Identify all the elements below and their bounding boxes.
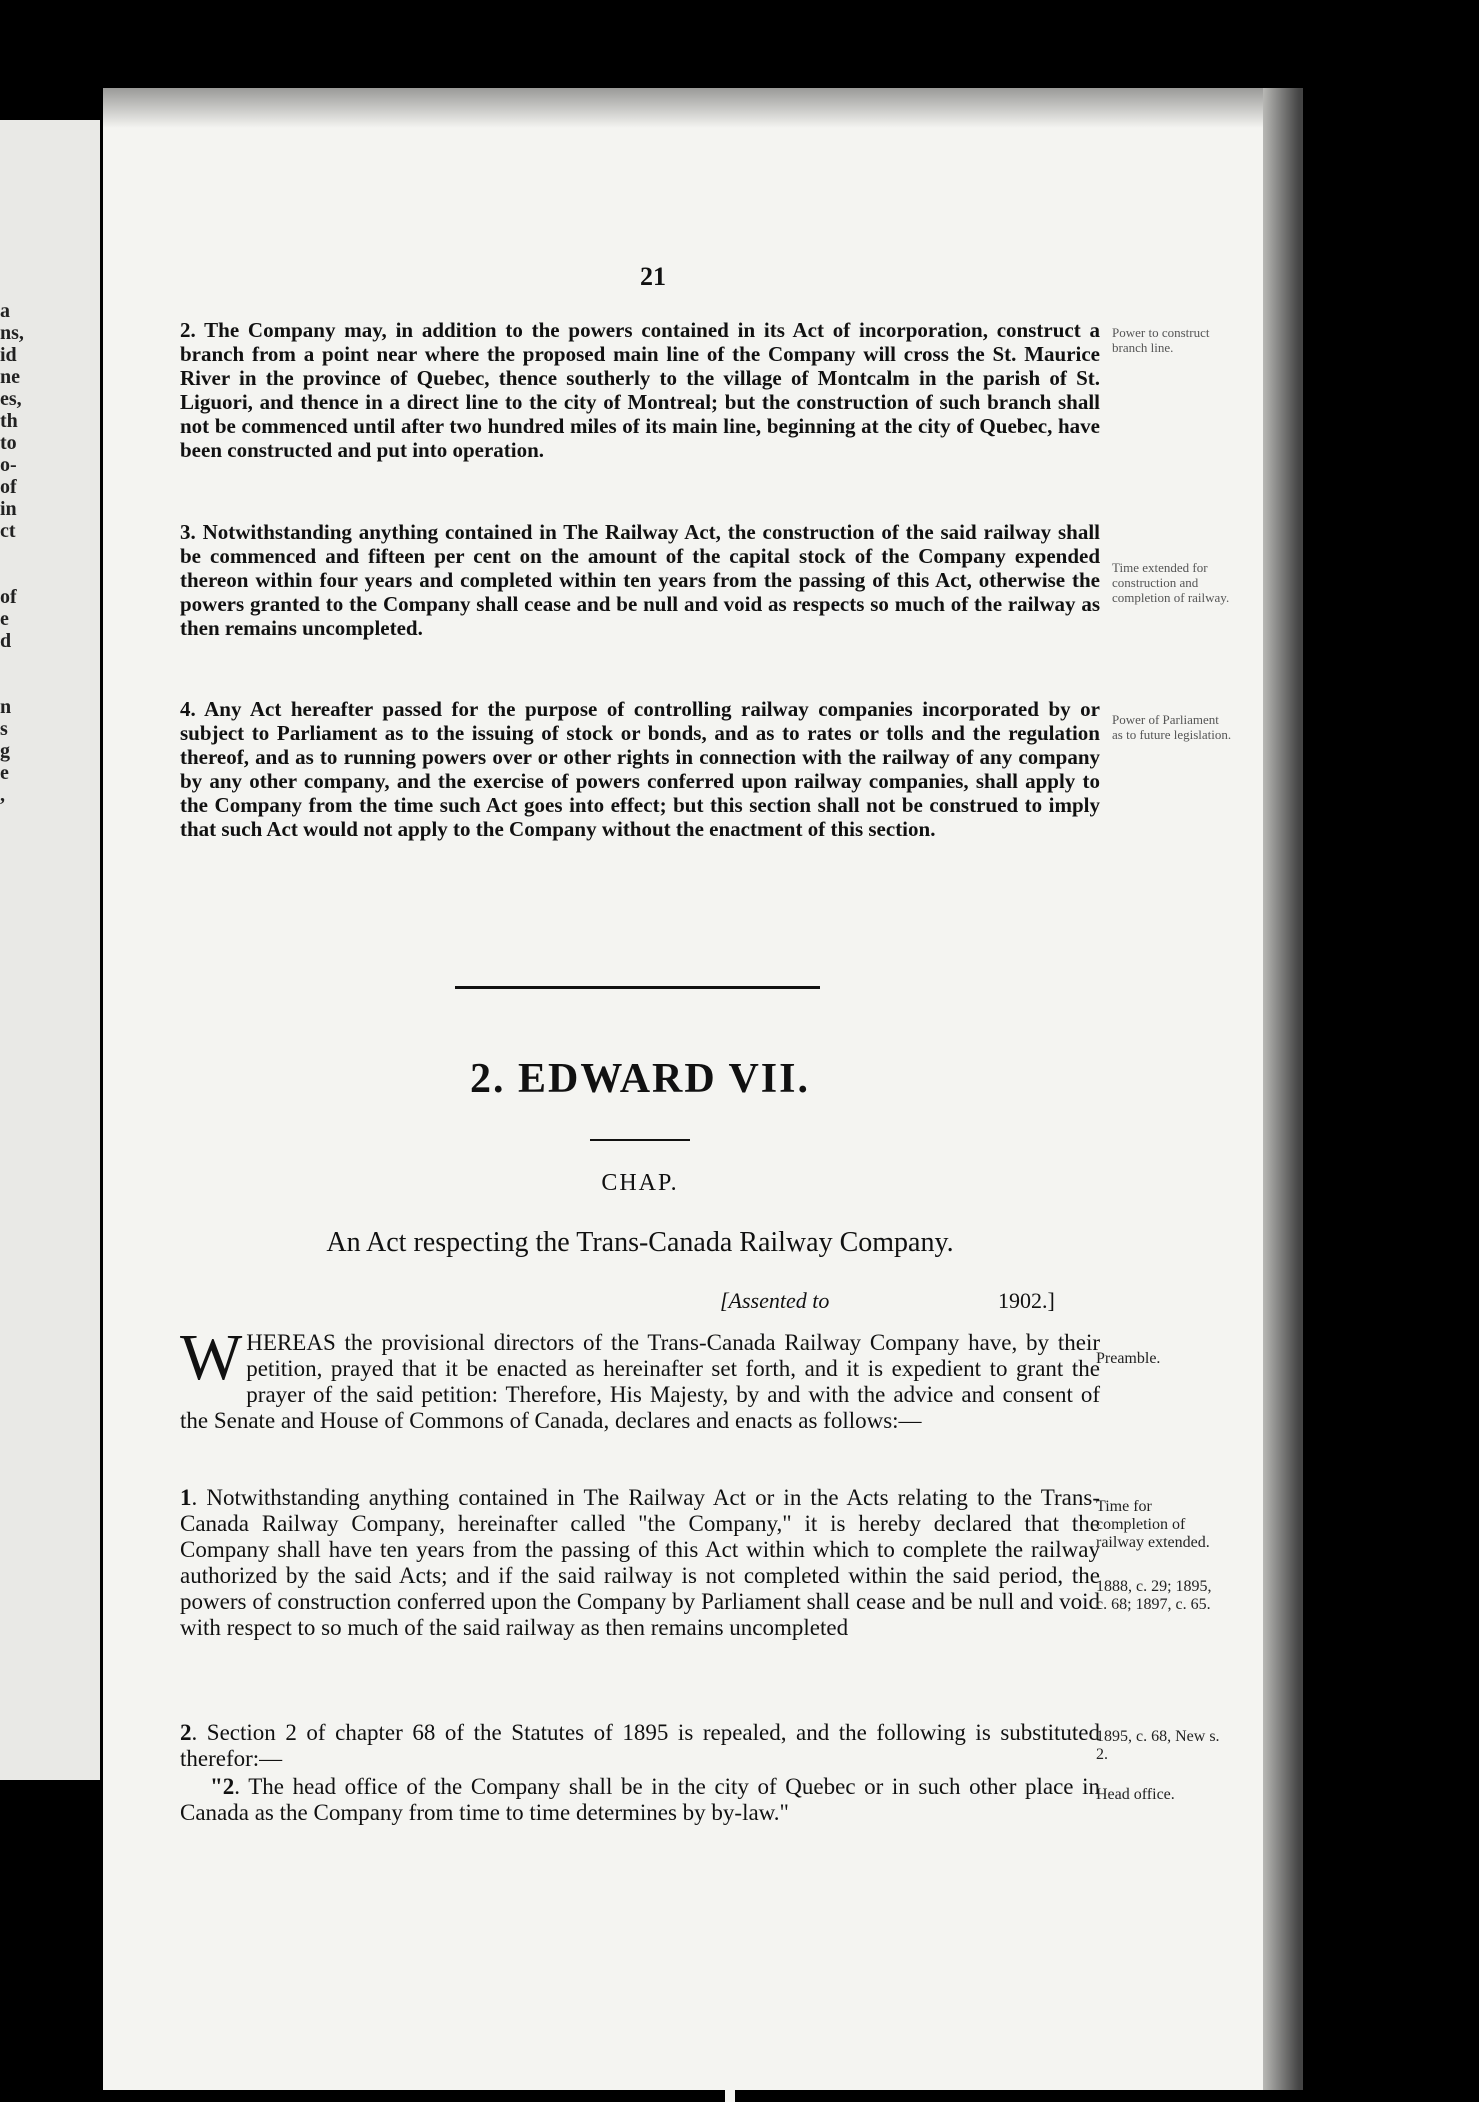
section-text: . The Company may, in addition to the powers contained in its Act of incorporation, construct a branch from a point near where the proposed main line of the Company will cross the St. Maurice River in the province of Quebec, thence southerly to the village of Montcalm in the parish of St. Liguori, and thence in a direct line to the city of Montreal; but the construction of such branch shall not be commenced until after two hundred miles of its main line, beginning at the city of Quebec, have been constructed and put into operation. bbox=[180, 318, 1100, 462]
fragment: ne bbox=[0, 366, 20, 388]
margin-note-statutes: 1888, c. 29; 1895, c. 68; 1897, c. 65. bbox=[1096, 1578, 1212, 1613]
margin-note-parliament: Power of Parliament as to future legislation. bbox=[1112, 712, 1232, 742]
section-text: . Notwithstanding anything contained in The Railway Act, the construction of the said railway shall be commenced and fifteen per cent on the amount of the capital stock of the Company expended thereon within four years and completed within ten years from the passing of this Act, otherwise the powers granted to the Company shall cease and be null and void as respects so much of the railway as then remains uncompleted. bbox=[180, 520, 1100, 640]
chapter-label: CHAP. bbox=[601, 1170, 679, 1196]
section-text: . Notwithstanding anything contained in The Railway Act or in the Acts relating to the Trans-Canada Railway Company, hereinafter called "the Company," it is hereby declared that the Company shall have ten years from the passing of this Act within which to complete the railway authorized by the said Acts; and if the said railway is not completed within the said period, the powers of construction conferred upon the Company by Parliament shall cease and be null and void with respect to so much of the said railway as then remains uncompleted bbox=[180, 1485, 1100, 1640]
page-right-edge bbox=[1263, 88, 1303, 2090]
fragment bbox=[0, 652, 40, 674]
fragment: id bbox=[0, 344, 17, 366]
section-text: . The head office of the Company shall be in the city of Quebec or in such other place in Canada as the Company from time to time determines by by-law." bbox=[180, 1774, 1100, 1825]
fragment: ns, bbox=[0, 322, 24, 344]
page-top-shadow bbox=[103, 88, 1263, 128]
fragment: a bbox=[0, 300, 10, 322]
fragment: to bbox=[0, 432, 17, 454]
assented-label: [Assented to bbox=[720, 1288, 830, 1313]
fragment: d bbox=[0, 630, 12, 652]
short-divider bbox=[590, 1139, 690, 1141]
fragment: ct bbox=[0, 520, 16, 542]
fragment: s bbox=[0, 718, 8, 740]
preamble bbox=[180, 1321, 1100, 1434]
fragment: o- bbox=[0, 454, 17, 476]
section-2-quoted bbox=[180, 1774, 1100, 1826]
section-number: 2 bbox=[180, 318, 191, 342]
fragment: e bbox=[0, 608, 9, 630]
fragment: in bbox=[0, 498, 17, 520]
margin-note-completion: Time for completion of railway extended. bbox=[1096, 1498, 1210, 1551]
margin-note-time-extended: Time extended for construction and completion of railway. bbox=[1112, 560, 1230, 605]
left-page-text-fragments bbox=[0, 300, 40, 806]
fragment: of bbox=[0, 586, 17, 608]
fragment: g bbox=[0, 740, 10, 762]
fragment: , bbox=[0, 784, 5, 806]
margin-note-head-office: Head office. bbox=[1096, 1786, 1175, 1803]
fragment: of bbox=[0, 476, 17, 498]
bottom-binding-mark bbox=[725, 2078, 735, 2102]
section-number: "2 bbox=[210, 1774, 235, 1799]
section-number: 2 bbox=[180, 1720, 192, 1745]
act-title: An Act respecting the Trans-Canada Railway Company. bbox=[326, 1227, 954, 1258]
margin-note-new-section: 1895, c. 68, New s. 2. bbox=[1096, 1728, 1220, 1763]
fragment bbox=[0, 564, 40, 586]
assented-year: 1902.] bbox=[998, 1288, 1055, 1313]
section-1-bottom bbox=[180, 1485, 1100, 1641]
fragment: n bbox=[0, 696, 12, 718]
fragment: es, bbox=[0, 388, 22, 410]
drop-cap: W bbox=[180, 1321, 243, 1394]
page-number: 21 bbox=[640, 262, 666, 291]
fragment: e bbox=[0, 762, 9, 784]
fragment bbox=[0, 542, 40, 564]
section-number: 4 bbox=[180, 697, 191, 721]
margin-note-preamble: Preamble. bbox=[1096, 1350, 1161, 1367]
section-text: . Section 2 of chapter 68 of the Statutes of 1895 is repealed, and the following is substituted therefor:— bbox=[180, 1720, 1100, 1771]
section-number: 1 bbox=[180, 1485, 192, 1510]
section-3-top bbox=[180, 520, 1100, 640]
section-4-top bbox=[180, 697, 1100, 841]
section-number: 3 bbox=[180, 520, 191, 544]
act-heading: 2. EDWARD VII. bbox=[470, 1056, 810, 1102]
section-text: . Any Act hereafter passed for the purpose of controlling railway companies incorporated by or subject to Parliament as to the issuing of stock or bonds, and as to rates or tolls and the regulation thereof, and as to running powers over or other rights in connection with the railway of any company by any other company, and the exercise of powers conferred upon railway companies, shall apply to the Company from the time such Act goes into effect; but this section shall not be construed to imply that such Act would not apply to the Company without the enactment of this section. bbox=[180, 697, 1100, 841]
fragment bbox=[0, 674, 40, 696]
fragment: th bbox=[0, 410, 18, 432]
preamble-text: HEREAS the provisional directors of the Trans-Canada Railway Company have, by their petition, prayed that it be enacted as hereinafter set forth, and it is expedient to grant the prayer of the said petition: Therefore, His Majesty, by and with the advice and consent of the Senate and House of Commons of Canada, declares and enacts as follows:— bbox=[180, 1330, 1100, 1433]
section-2-bottom bbox=[180, 1720, 1100, 1772]
divider-rule bbox=[455, 986, 820, 989]
section-2-top bbox=[180, 318, 1100, 462]
margin-note-branch-line: Power to construct branch line. bbox=[1112, 325, 1210, 355]
